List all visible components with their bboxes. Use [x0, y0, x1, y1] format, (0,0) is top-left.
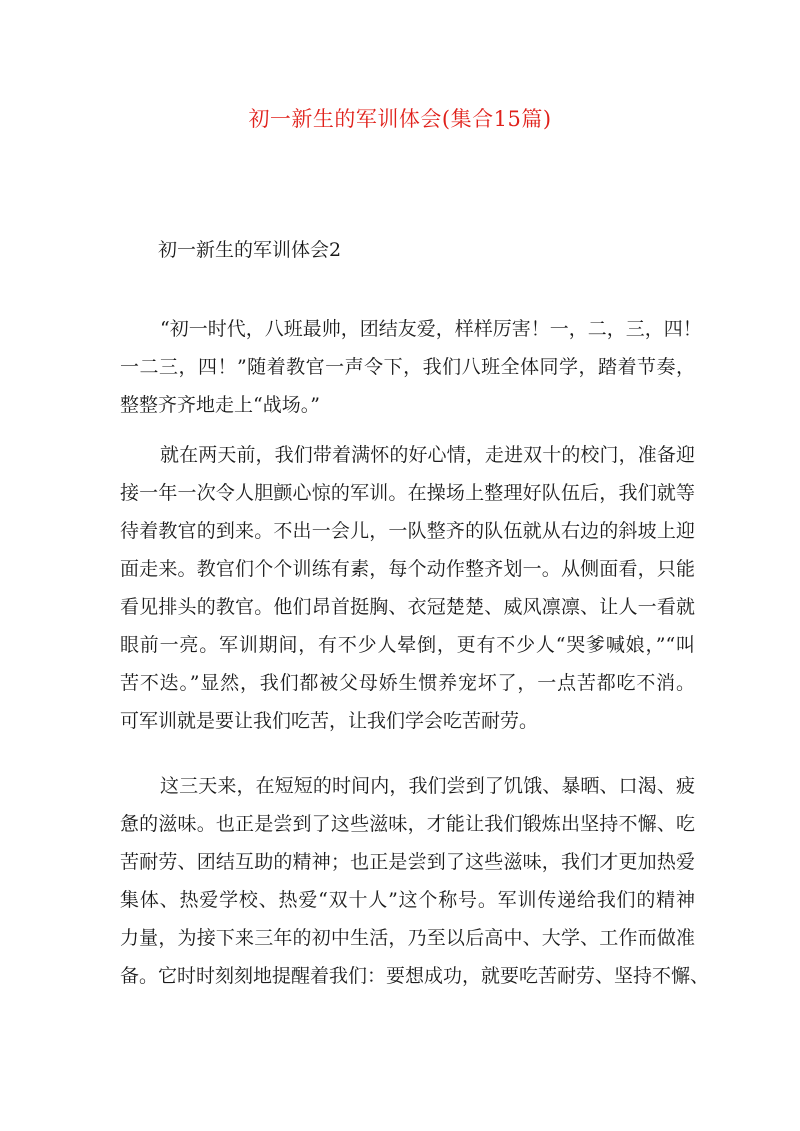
paragraph-line: 看见排头的教官。他们昂首挺胸、衣冠楚楚、威风凛凛、让人一看就 [120, 596, 695, 618]
paragraph-line: 力量，为接下来三年的初中生活，乃至以后高中、大学、工作而做准 [120, 927, 695, 949]
paragraph-3 [120, 767, 710, 995]
paragraph-line: 就在两天前，我们带着满怀的好心情，走进双十的校门，准备迎 [160, 444, 695, 466]
section-heading: 初一新生的军训体会2 [158, 239, 342, 261]
paragraph-line: 眼前一亮。军训期间，有不少人晕倒，更有不少人“哭爹喊娘，”“叫 [120, 634, 695, 656]
paragraph-line: 可军训就是要让我们吃苦，让我们学会吃苦耐劳。 [120, 710, 539, 732]
paragraph-line: 苦耐劳、团结互助的精神；也正是尝到了这些滋味，我们才更加热爱 [120, 851, 695, 873]
paragraph-line: 集体、热爱学校、热爱“双十人”这个称号。军训传递给我们的精神 [120, 889, 695, 911]
paragraph-line: 惫的滋味。也正是尝到了这些滋味，才能让我们锻炼出坚持不懈、吃 [120, 813, 695, 835]
paragraph-line: 备。它时时刻刻地提醒着我们：要想成功，就要吃苦耐劳、坚持不懈、 [120, 965, 710, 987]
document-title: 初一新生的军训体会(集合15篇) [248, 107, 552, 131]
paragraph-line: 接一年一次令人胆颤心惊的军训。在操场上整理好队伍后，我们就等 [120, 482, 695, 504]
paragraph-line: 待着教官的到来。不出一会儿，一队整齐的队伍就从右边的斜坡上迎 [120, 520, 695, 542]
paragraph-line: 苦不迭。”显然，我们都被父母娇生惯养宠坏了，一点苦都吃不消。 [120, 672, 695, 694]
paragraph-line: 这三天来，在短短的时间内，我们尝到了饥饿、暴晒、口渴、疲 [160, 775, 695, 797]
paragraph-line: 整整齐齐地走上“战场。” [120, 394, 320, 416]
paragraph-line: 一二三，四！”随着教官一声令下，我们八班全体同学，踏着节奏， [120, 356, 695, 378]
paragraph-line: “初一时代，八班最帅，团结友爱，样样厉害！一，二，三，四！ [160, 318, 702, 340]
paragraph-2 [120, 436, 695, 740]
paragraph-1 [120, 310, 702, 424]
paragraph-line: 面走来。教官们个个训练有素，每个动作整齐划一。从侧面看，只能 [120, 558, 695, 580]
